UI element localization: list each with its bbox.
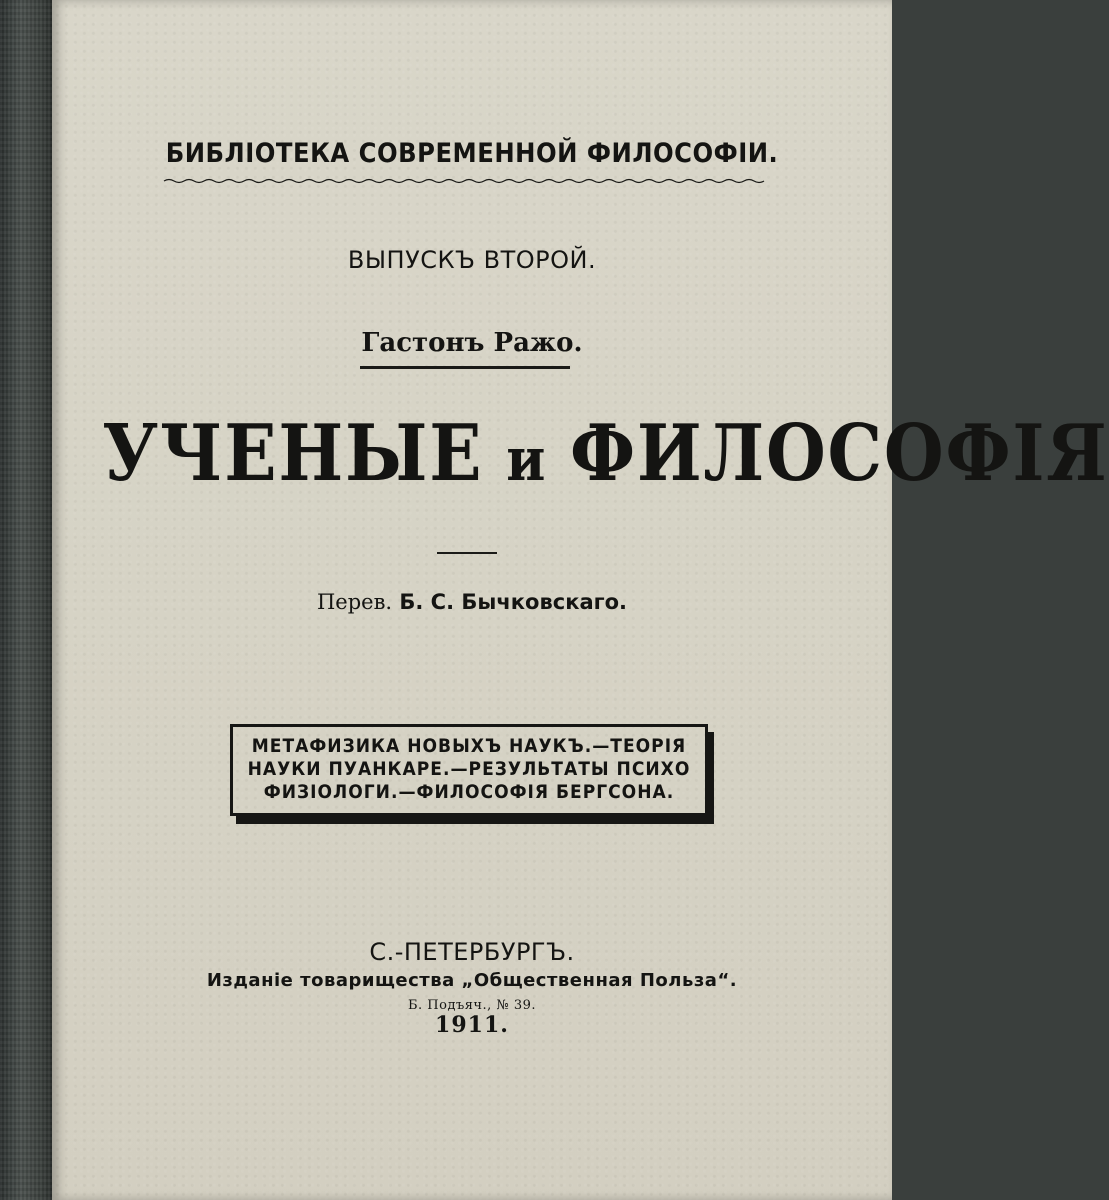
author-name: Гастонъ Ражо. xyxy=(361,328,583,358)
contents-line: ФИЗІОЛОГИ.—ФИЛОСОФІЯ БЕРГСОНА. xyxy=(263,781,675,803)
title-conjunction: и xyxy=(506,425,548,495)
book-title xyxy=(102,408,1109,499)
author-underline xyxy=(360,366,570,369)
translator-name: Б. С. Бычковскаго. xyxy=(399,590,628,614)
book-spine xyxy=(0,0,52,1200)
series-title: БИБЛІОТЕКА СОВРЕМЕННОЙ ФИЛОСОФІИ. xyxy=(165,138,779,169)
publisher-address: Б. Подъяч., № 39. xyxy=(407,998,537,1013)
translator-prefix: Перев. xyxy=(316,590,393,614)
translator-line xyxy=(52,590,892,614)
book-cover xyxy=(52,0,1109,1200)
contents-line: НАУКИ ПУАНКАРЕ.—РЕЗУЛЬТАТЫ ПСИХО xyxy=(247,758,691,780)
publication-city: С.-ПЕТЕРБУРГЪ. xyxy=(369,938,575,966)
publication-year: 1911. xyxy=(435,1012,509,1038)
contents-line: МЕТАФИЗИКА НОВЫХЪ НАУКЪ.—ТЕОРІЯ xyxy=(251,735,687,757)
issue-number: ВЫПУСКЪ ВТОРОЙ. xyxy=(347,246,597,274)
wavy-divider xyxy=(164,178,764,184)
contents-box xyxy=(230,724,708,816)
title-part-1: УЧЕНЫЕ xyxy=(102,408,484,499)
title-part-2: ФИЛОСОФІЯ xyxy=(570,408,1109,499)
publisher: Изданіе товарищества „Общественная Польза“. xyxy=(206,970,738,991)
short-divider xyxy=(437,552,497,554)
